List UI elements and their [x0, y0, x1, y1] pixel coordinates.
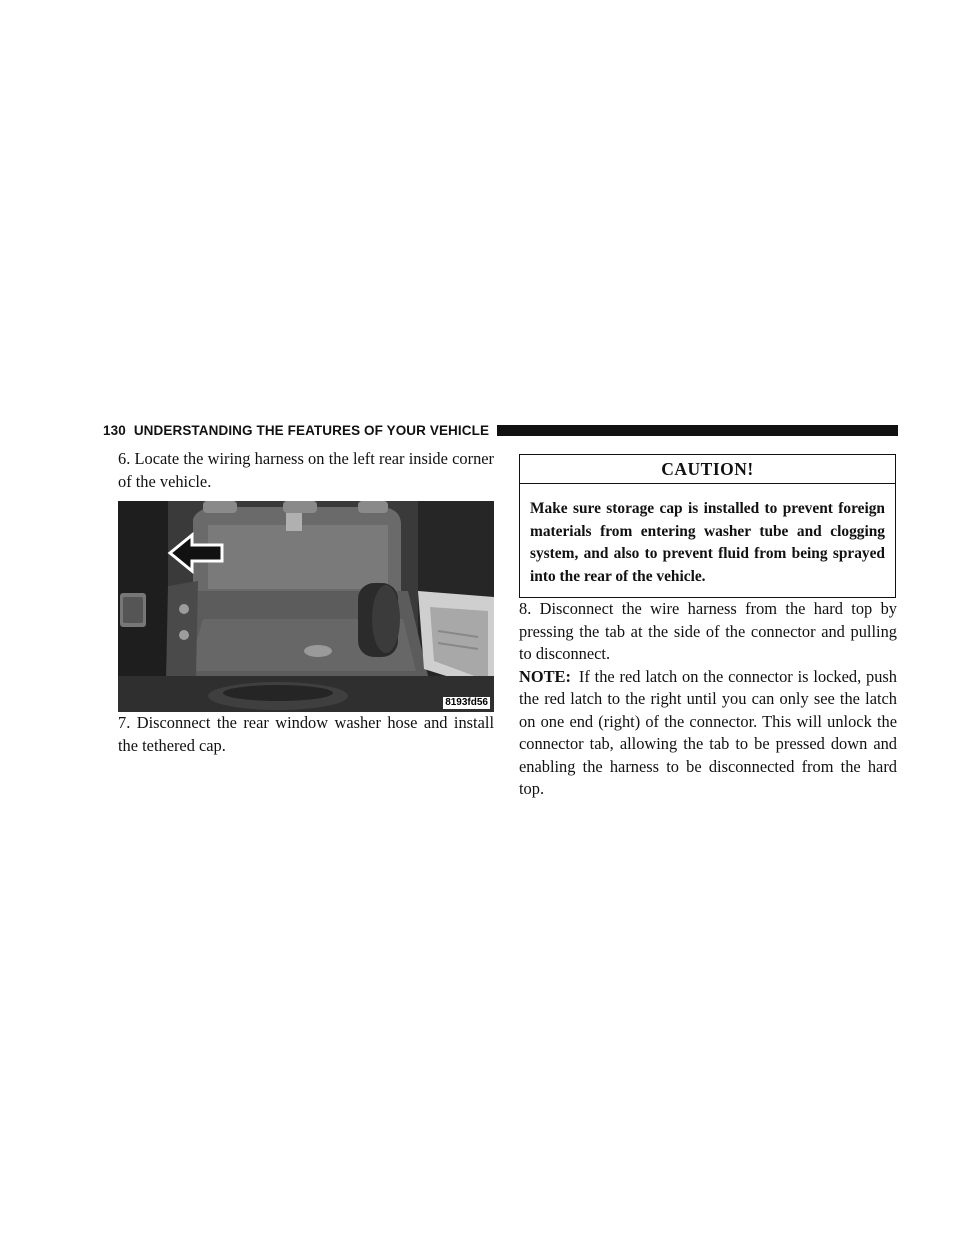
page-header: [103, 421, 898, 439]
step-7-text: 7. Disconnect the rear window washer hose and install the tethered cap.: [118, 713, 494, 755]
page-number: 130: [103, 422, 126, 438]
right-column: [519, 454, 897, 801]
note-label: NOTE:: [519, 666, 571, 686]
cargo-area-illustration: [118, 501, 494, 712]
left-column: [118, 448, 494, 757]
step-6-text: 6. Locate the wiring harness on the left rear inside corner of the vehicle.: [118, 449, 494, 491]
cargo-area-photo: [118, 501, 494, 712]
caution-text: Make sure storage cap is installed to prevent foreign materials from entering washer tube and clogging system, and also to prevent fluid from being sprayed into the rear of the vehicle.: [530, 500, 885, 585]
note-text: If the red latch on the connector is locked, push the red latch to the right until you can only see the latch on one end (right) of the connector. This will unlock the connector tab, allowing the tab to be pressed down and enabling the harness to be disconnected from the hard top.: [519, 666, 897, 798]
header-text: [103, 423, 489, 438]
header-rule: [497, 425, 898, 436]
caution-title: CAUTION!: [520, 455, 895, 484]
section-title: UNDERSTANDING THE FEATURES OF YOUR VEHICLE: [133, 422, 490, 438]
note-paragraph: [519, 666, 897, 801]
photo-code: 8193fd56: [445, 697, 488, 708]
caution-box: [519, 454, 896, 598]
step-8-text: 8. Disconnect the wire harness from the hard top by pressing the tab at the side of the connector and pulling to disconnect.: [519, 599, 897, 663]
